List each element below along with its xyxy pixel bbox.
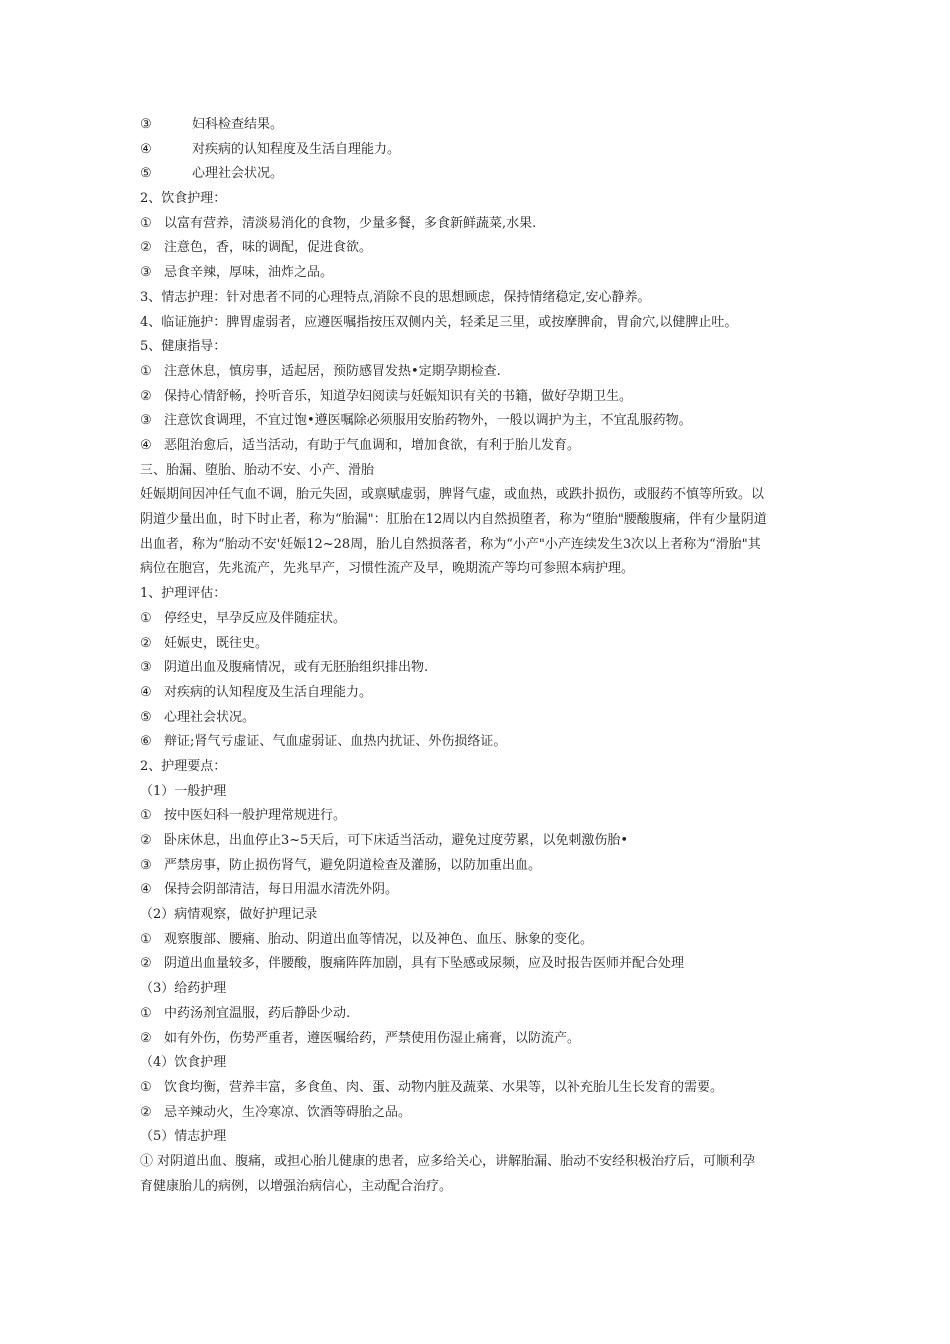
list-number: ⑤ [140,709,152,725]
text-line [140,1051,820,1076]
text-line [140,681,820,706]
section-block-1 [140,113,820,483]
line-text: 注意色，香，味的调配，促进食欲。 [164,240,373,256]
list-number: ① [140,808,152,824]
line-text: 妇科检查结果。 [192,117,284,132]
text-line [140,607,820,632]
list-number: ② [140,1030,152,1046]
line-text: 2、护理要点： [140,758,227,774]
list-number: ① [140,215,152,231]
text-line [140,1076,820,1101]
line-text: 注意饮食调理，不宜过饱•遵医嘱除必须服用安胎药物外，一般以调护为主，不宜乱服药物。 [164,413,692,429]
text-line [140,1125,820,1150]
list-number: ② [140,833,152,848]
paragraph-line: 出血者，称为“胎动不安'妊娠12~28周，胎儿自然损落者，称为“小产"小产连续发生3次以上者称为“滑胎"其 [140,536,761,552]
text-line [140,162,820,187]
paragraph-line: 病位在胞宫，先兆流产，先兆早产，习惯性流产及早，晚期流产等均可参照本病护理。 [140,561,635,577]
line-text: 阴道出血量较多，伴腰酸，腹痛阵阵加剧，具有下坠感或尿频，应及时报告医师并配合处理 [164,956,685,972]
line-text: （5）情志护理 [140,1129,227,1145]
line-text: 三、胎漏、堕胎、胎动不安、小产、滑胎 [140,462,375,478]
list-number: ③ [140,117,152,132]
line-text: 注意休息，慎房事，适起居，预防感冒发热•定期孕期检查. [164,363,501,379]
line-text: 辩证;肾气亏虚证、气血虚弱证、血热内扰证、外伤损络证。 [164,734,507,750]
list-number: ⑤ [140,166,152,182]
line-text: 保持心情舒畅，拎听音乐，知道孕妇阅读与妊娠知识有关的书籍，做好孕期卫生。 [164,388,633,404]
paragraph-line: 育健康胎儿的病例，以增强治病信心，主动配合治疗。 [140,1178,453,1194]
line-text: 停经史，早孕反应及伴随症状。 [164,610,347,626]
text-line [140,434,820,459]
text-line [140,730,820,755]
line-text: 妊娠史，既往史。 [164,635,269,651]
line-text: 如有外伤，伤势严重者，遵医嘱给药，严禁使用伤湿止痛膏，以防流产。 [164,1030,581,1046]
text-line [140,804,820,829]
list-number: ④ [140,437,152,453]
list-number: ③ [140,265,152,281]
list-number: ① [140,1005,152,1021]
line-text: 2、饮食护理： [140,191,227,207]
text-line [140,829,820,854]
line-text: 以富有营养，清淡易消化的食物，少量多餐，多食新鲜蔬菜,水果. [164,215,537,231]
line-text: 阴道出血及腹痛情况，或有无胚胎组织排出物. [164,660,429,676]
document-body [140,113,820,1199]
list-number: ③ [140,857,152,873]
line-text: 忌辛辣动火，生冷寒凉、饮酒等碍胎之品。 [164,1104,412,1120]
section-block-2 [140,582,820,1150]
text-line [140,409,820,434]
line-text: （4）饮食护理 [140,1055,227,1071]
text-line [140,656,820,681]
text-line [140,928,820,953]
line-text: 忌食辛辣，厚味，油炸之品。 [164,265,334,281]
line-text: 保持会阴部清洁，每日用温水清洗外阴。 [164,882,399,898]
list-number: ④ [140,684,152,700]
text-line [140,780,820,805]
line-text: 5、健康指导： [140,339,227,355]
text-line [140,113,820,138]
list-number: ② [140,635,152,651]
text-line [140,335,820,360]
line-text: 观察腹部、腰痛、胎动、阴道出血等情况，以及神色、血压、脉象的变化。 [164,931,594,947]
list-number: ④ [140,141,152,157]
paragraph-emotional-care [140,1150,820,1199]
text-line [140,1027,820,1052]
list-number: ③ [140,413,152,429]
paragraph-line: 妊娠期间因冲任气血不调，胎元失固，或禀赋虚弱，脾肾气虚，或血热，或跌扑损伤，或服药不慎等所致。以 [140,487,765,503]
list-number: ① [140,1079,152,1095]
list-number: ① [140,610,152,626]
line-text: 心理社会状况。 [164,709,256,725]
line-text: 4、临证施护：脾胃虚弱者，应遵医嘱指按压双侧内关，轻柔足三里，或按摩脾俞，胃俞穴,以健脾止吐。 [140,314,738,330]
line-text: （1）一般护理 [140,783,227,799]
text-line [140,706,820,731]
text-line [140,755,820,780]
text-line [140,952,820,977]
text-line [140,212,820,237]
line-text: 3、情志护理：针对患者不同的心理特点,消除不良的思想顾虑，保持情绪稳定,安心静养。 [140,289,651,305]
paragraph-line: 阴道少量出血，时下时止者，称为“胎漏"：肛胎在12周以内自然损堕者，称为“堕胎"腰酸腹痛，伴有少量阴道 [140,512,767,528]
text-line [140,459,820,484]
line-text: 心理社会状况。 [192,166,284,182]
text-line [140,854,820,879]
text-line [140,311,820,336]
paragraph-line: ① 对阴道出血、腹痛，或担心胎儿健康的患者，应多给关心，讲解胎漏、胎动不安经积极治疗后，可顺利孕 [140,1153,756,1169]
text-line [140,360,820,385]
text-line [140,236,820,261]
line-text: （2）病情观察，做好护理记录 [140,907,318,923]
list-number: ② [140,388,152,404]
text-line [140,187,820,212]
text-line [140,977,820,1002]
line-text: 按中医妇科一般护理常规进行。 [164,808,347,824]
list-number: ② [140,240,152,256]
text-line [140,878,820,903]
text-line [140,138,820,163]
text-line [140,903,820,928]
line-text: （3）给药护理 [140,981,227,997]
text-line [140,1101,820,1126]
line-text: 1、护理评估： [140,586,227,602]
line-text: 严禁房事，防止损伤肾气，避免阴道检查及灌肠，以防加重出血。 [164,857,542,873]
list-number: ① [140,931,152,947]
text-line [140,632,820,657]
paragraph-threatened-miscarriage [140,483,820,582]
text-line [140,385,820,410]
list-number: ① [140,363,152,379]
text-line [140,261,820,286]
text-line [140,582,820,607]
list-number: ② [140,1104,152,1120]
list-number: ③ [140,660,152,676]
line-text: 卧床休息，出血停止3~5天后，可下床适当活动，避免过度劳累，以免刺激伤胎• [164,833,629,848]
line-text: 饮食均衡，营养丰富，多食鱼、肉、蛋、动物内脏及蔬菜、水果等，以补充胎儿生长发育的需要。 [164,1079,724,1095]
list-number: ⑥ [140,734,152,750]
text-line [140,286,820,311]
line-text: 恶阻治愈后，适当活动，有助于气血调和，增加食欲，有利于胎儿发育。 [164,437,581,453]
line-text: 对疾病的认知程度及生活自理能力。 [164,684,373,700]
line-text: 对疾病的认知程度及生活自理能力。 [192,141,401,157]
list-number: ④ [140,882,152,898]
line-text: 中药汤剂宜温服，药后静卧少动. [164,1005,351,1021]
text-line [140,1002,820,1027]
list-number: ② [140,956,152,972]
